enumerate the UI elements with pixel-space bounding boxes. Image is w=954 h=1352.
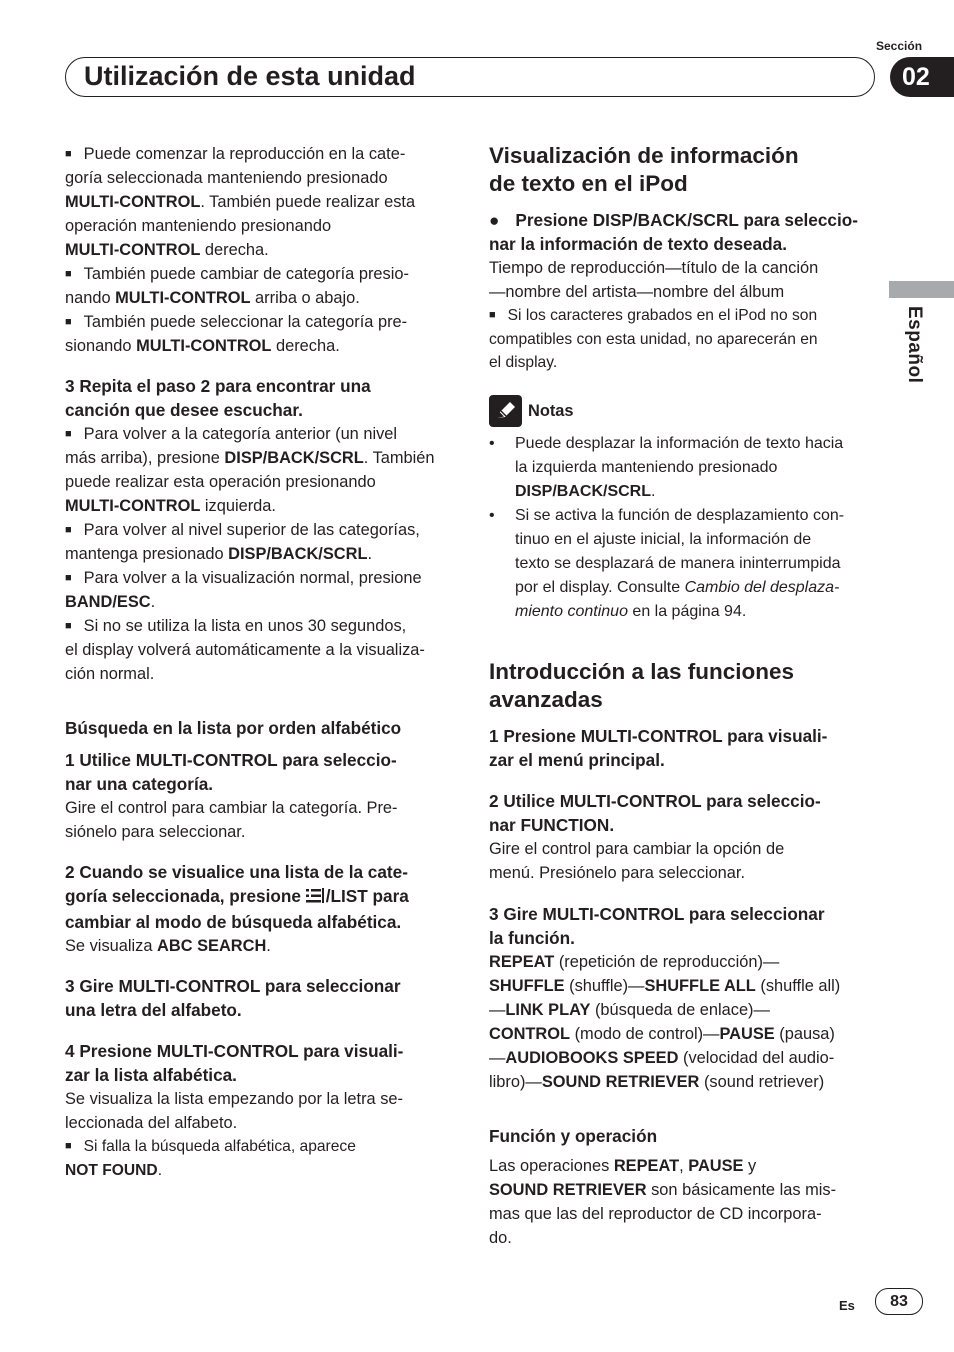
bullet-item: ■ También puede cambiar de categoría presio- [65,265,409,283]
text-line: MULTI-CONTROL. También puede realizar esta [65,193,416,211]
notes-header [489,395,879,427]
round-bullet-icon: • [489,435,495,453]
bullet-item: ■ Si los caracteres grabados en el iPod no son [489,307,818,324]
bullet-item: ■ Para volver a la visualización normal, presione [65,569,422,587]
text-line: operación manteniendo presionando [65,217,332,235]
function-list-line: REPEAT (repetición de reproducción)— [489,953,780,972]
note-line: por el display. Consulte Cambio del desplaza- [515,579,840,597]
text-line: Tiempo de reproducción—título de la canción [489,259,819,277]
pencil-note-icon [489,395,522,427]
square-bullet-icon: ■ [65,1140,72,1152]
square-bullet-icon: ■ [65,620,72,632]
text-line: Gire el control para cambiar la categoría. Pre- [65,799,398,817]
step-2-heading: 2 Utilice MULTI-CONTROL para seleccio- [489,791,821,812]
text-line: Se visualiza la lista empezando por la letra se- [65,1090,404,1108]
text-line: siónelo para seleccionar. [65,823,246,841]
function-list-line: SHUFFLE (shuffle)—SHUFFLE ALL (shuffle all) [489,977,841,996]
square-bullet-icon: ■ [65,268,72,280]
page-title: Utilización de esta unidad [84,61,416,91]
text-line: mantenga presionado DISP/BACK/SCRL. [65,545,373,563]
function-list-line: —AUDIOBOOKS SPEED (velocidad del audio- [489,1049,835,1068]
advanced-functions-heading: Introducción a las funciones [489,659,795,685]
section-label: Sección [876,39,923,53]
note-line: la izquierda manteniendo presionado [515,459,778,477]
bullet-item: ■ También puede seleccionar la categoría pre- [65,313,408,331]
square-bullet-icon: ■ [65,316,72,328]
step-1-heading: 1 Utilice MULTI-CONTROL para seleccio- [65,750,397,770]
page-number: 83 [875,1288,923,1315]
text-line: do. [489,1229,512,1248]
step-2-heading-cont: cambiar al modo de búsqueda alfabética. [65,912,402,932]
note-line: miento continuo en la página 94. [515,603,747,621]
text-line: compatibles con esta unidad, no aparecerán en [489,330,818,348]
text-line: SOUND RETRIEVER son básicamente las mis- [489,1181,837,1200]
text-line: más arriba), presione DISP/BACK/SCRL. También [65,449,435,467]
note-item: • Si se activa la función de desplazamiento con- [489,504,879,528]
text-line: nando MULTI-CONTROL arriba o abajo. [65,289,360,307]
step-3-heading-cont: canción que desee escuchar. [65,400,303,420]
bullet-item: ■ Puede comenzar la reproducción en la cate- [65,145,406,163]
text-line: Las operaciones REPEAT, PAUSE y [489,1157,757,1176]
text-line: mas que las del reproductor de CD incorpora- [489,1205,822,1224]
ipod-text-heading-cont: de texto en el iPod [489,171,688,196]
function-list-line: —LINK PLAY (búsqueda de enlace)— [489,1001,770,1020]
square-bullet-icon: ■ [65,524,72,536]
text-line: ción normal. [65,665,155,683]
function-operation-heading: Función y operación [489,1126,658,1147]
round-bullet-icon: • [489,507,495,525]
text-line: Se visualiza ABC SEARCH. [65,937,271,955]
text-line: MULTI-CONTROL izquierda. [65,497,276,515]
function-list-line: CONTROL (modo de control)—PAUSE (pausa) [489,1025,835,1044]
step-1-heading-cont: zar el menú principal. [489,750,665,771]
step-3-heading-cont: la función. [489,928,575,949]
list-icon [306,886,324,910]
text-line: MULTI-CONTROL derecha. [65,241,269,259]
square-bullet-icon: ■ [65,572,72,584]
function-list-line: libro)—SOUND RETRIEVER (sound retriever) [489,1073,825,1092]
bullet-item: ■ Si no se utiliza la lista en unos 30 segundos, [65,617,407,635]
step-2-heading: 2 Cuando se visualice una lista de la cate- [65,862,408,882]
text-line: BAND/ESC. [65,593,156,611]
step-2-heading-cont: nar FUNCTION. [489,815,615,836]
square-bullet-icon: ■ [65,428,72,440]
bullet-item: ■ Para volver a la categoría anterior (un nivel [65,425,398,443]
step-4-heading-cont: zar la lista alfabética. [65,1065,237,1085]
note-item: • Puede desplazar la información de texto hacia [489,432,879,456]
text-line: leccionada del alfabeto. [65,1114,238,1132]
language-tab-bar [889,281,954,298]
section-number-badge: 02 [890,57,954,97]
text-line: el display volverá automáticamente a la visualiza- [65,641,425,659]
alphabetical-search-heading: Búsqueda en la lista por orden alfabético [65,718,402,738]
text-line: —nombre del artista—nombre del álbum [489,283,785,301]
round-bullet-icon: ● [489,210,500,230]
step-3-heading-cont: una letra del alfabeto. [65,1000,242,1020]
step-3-heading: 3 Repita el paso 2 para encontrar una [65,376,371,396]
text-line: el display. [489,354,558,372]
square-bullet-icon: ■ [489,309,496,321]
language-label: Español [904,306,925,384]
advanced-functions-heading-cont: avanzadas [489,687,603,713]
note-line: texto se desplazará de manera ininterrumpida [515,555,841,573]
bullet-item: ■ Para volver al nivel superior de las categorías, [65,521,420,539]
right-column [489,142,879,1250]
text-line: NOT FOUND. [65,1161,163,1179]
step-4-heading: 4 Presione MULTI-CONTROL para visuali- [65,1041,404,1061]
step-2-heading-cont: goría seleccionada, presione /LIST para [65,884,449,910]
text-line: Gire el control para cambiar la opción de [489,840,785,859]
step-3-heading: 3 Gire MULTI-CONTROL para seleccionar [65,976,401,996]
left-column [65,142,449,1182]
step-1-heading-cont: nar una categoría. [65,774,214,794]
square-bullet-icon: ■ [65,148,72,160]
ipod-step-cont: nar la información de texto deseada. [489,234,788,254]
text-line: puede realizar esta operación presionando [65,473,376,491]
ipod-text-heading: Visualización de información [489,143,799,168]
text-line: goría seleccionada manteniendo presionado [65,169,388,187]
step-1-heading: 1 Presione MULTI-CONTROL para visuali- [489,726,828,747]
text-line: menú. Presiónelo para seleccionar. [489,864,746,883]
step-3-heading: 3 Gire MULTI-CONTROL para seleccionar [489,904,825,925]
ipod-step: ● Presione DISP/BACK/SCRL para seleccio- [489,210,858,230]
bullet-item: ■ Si falla la búsqueda alfabética, aparece [65,1138,356,1155]
note-line: tinuo en el ajuste inicial, la información de [515,531,812,549]
notes-label: Notas [528,401,574,420]
note-line: DISP/BACK/SCRL. [515,483,656,501]
text-line: sionando MULTI-CONTROL derecha. [65,337,340,355]
language-code: Es [839,1298,855,1313]
